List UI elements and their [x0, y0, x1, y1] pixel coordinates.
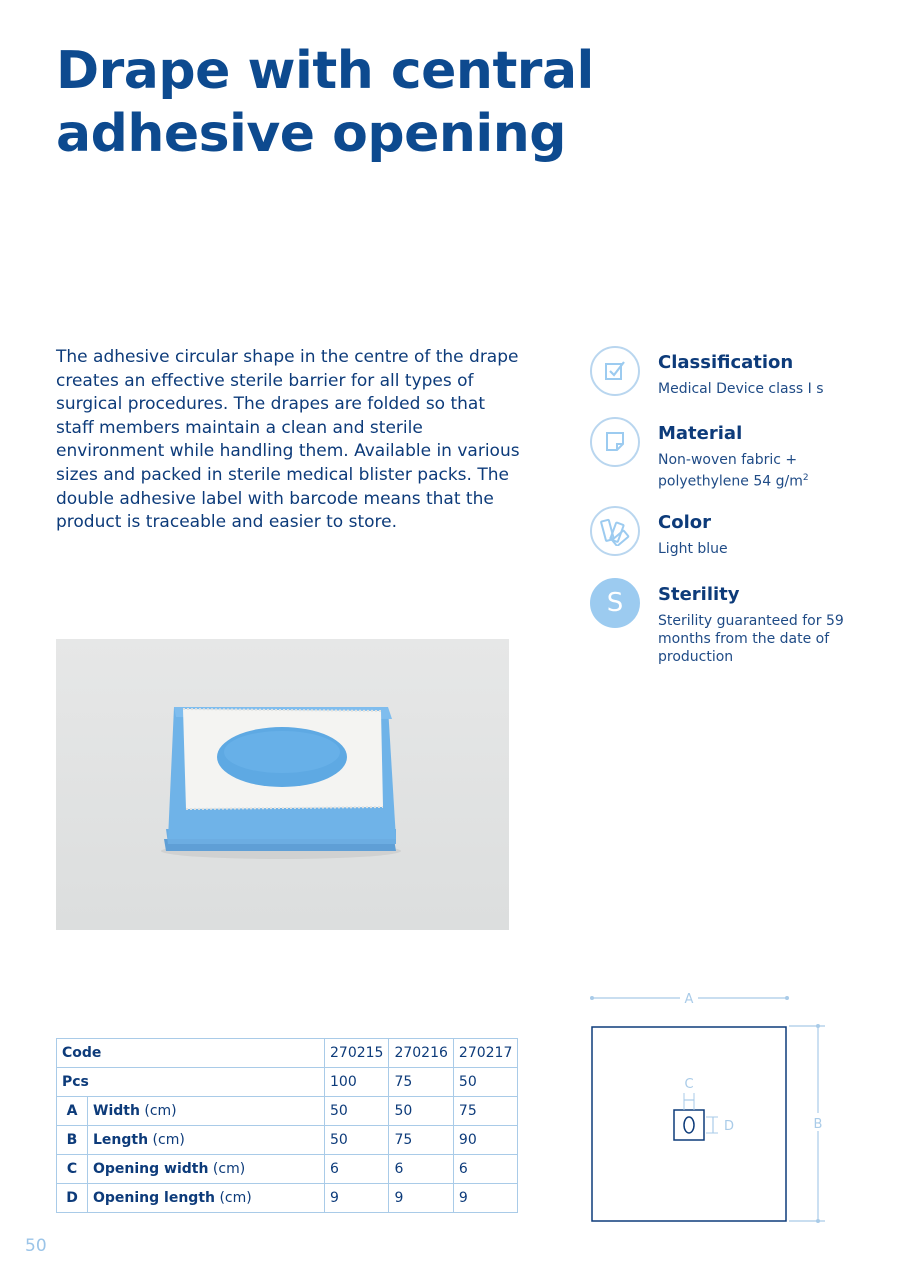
checkbox-icon [590, 346, 640, 396]
table-row-label [88, 1126, 325, 1155]
table-cell: 90 [453, 1126, 517, 1155]
table-row-unit: (cm) [144, 1103, 177, 1119]
property-text: Sterility guaranteed for 59 months from the date of production [658, 613, 844, 665]
table-cell: 75 [453, 1097, 517, 1126]
table-cell: 50 [325, 1126, 389, 1155]
dimension-diagram [585, 985, 835, 1234]
table-row-label [88, 1155, 325, 1184]
table-cell: 270217 [453, 1039, 517, 1068]
table-cell: 270215 [325, 1039, 389, 1068]
product-description: The adhesive circular shape in the centre of the drape creates an effective sterile barrier for all types of surgical procedures. The drapes are folded so that staff members maintain a clean and sterile environment while handling them. Available in various sizes and packed in sterile medical blister packs. The double adhesive label with barcode means that the product is traceable and easier to store. [56, 347, 520, 533]
property-text: Light blue [658, 541, 728, 557]
table-cell: 6 [389, 1155, 453, 1184]
property-title: Sterility [658, 584, 740, 605]
table-header-row [57, 1039, 518, 1068]
fabric-icon [590, 417, 640, 467]
table-row-unit: (cm) [152, 1132, 185, 1148]
spec-table [56, 1038, 518, 1213]
table-row-label-main: Opening width [93, 1161, 209, 1177]
table-cell: 6 [453, 1155, 517, 1184]
product-photo [56, 639, 509, 930]
label-d: D [723, 1119, 735, 1134]
table-cell: 50 [325, 1097, 389, 1126]
table-row-label [88, 1097, 325, 1126]
table-cell: 9 [389, 1184, 453, 1213]
opening-outline [674, 1110, 704, 1140]
page-number: 50 [25, 1236, 47, 1256]
table-cell: 9 [325, 1184, 389, 1213]
table-row-key: D [57, 1184, 88, 1213]
table-row-label-main: Length [93, 1132, 149, 1148]
label-b: B [813, 1117, 823, 1132]
property-text: Medical Device class I s [658, 381, 824, 397]
table-cell: 75 [389, 1126, 453, 1155]
sterility-icon: S [590, 578, 640, 628]
drape-outline [592, 1027, 786, 1221]
property-title: Classification [658, 352, 794, 373]
table-row-label-main: Opening length [93, 1190, 215, 1206]
table-header-label: Code [57, 1039, 325, 1068]
table-cell: 270216 [389, 1039, 453, 1068]
table-row-unit: (cm) [212, 1161, 246, 1177]
table-row-label [88, 1184, 325, 1213]
table-row-key: A [57, 1097, 88, 1126]
table-cell: 9 [453, 1184, 517, 1213]
table-row-key: C [57, 1155, 88, 1184]
table-row-unit: (cm) [219, 1190, 252, 1206]
title-line-2: adhesive opening [56, 104, 566, 164]
property-text [658, 451, 888, 491]
table-row [57, 1097, 518, 1126]
property-text-sup: 2 [802, 473, 809, 483]
table-row [57, 1126, 518, 1155]
table-row [57, 1184, 518, 1213]
label-a: A [684, 992, 694, 1007]
property-title: Color [658, 512, 711, 533]
title-line-1: Drape with central [56, 41, 594, 101]
table-cell: 6 [325, 1155, 389, 1184]
page-title [56, 40, 616, 166]
table-cell: 50 [453, 1068, 517, 1097]
color-swatch-icon [590, 506, 640, 556]
table-cell: 50 [389, 1097, 453, 1126]
table-row-key: B [57, 1126, 88, 1155]
label-c: C [684, 1077, 694, 1092]
table-row [57, 1155, 518, 1184]
table-row-label: Pcs [57, 1068, 325, 1097]
property-text-main: Non-woven fabric + polyethylene 54 g/m [658, 452, 803, 490]
property-title: Material [658, 423, 743, 444]
table-cell: 100 [325, 1068, 389, 1097]
table-row [57, 1068, 518, 1097]
table-row-label-main: Width [93, 1103, 140, 1119]
table-cell: 75 [389, 1068, 453, 1097]
